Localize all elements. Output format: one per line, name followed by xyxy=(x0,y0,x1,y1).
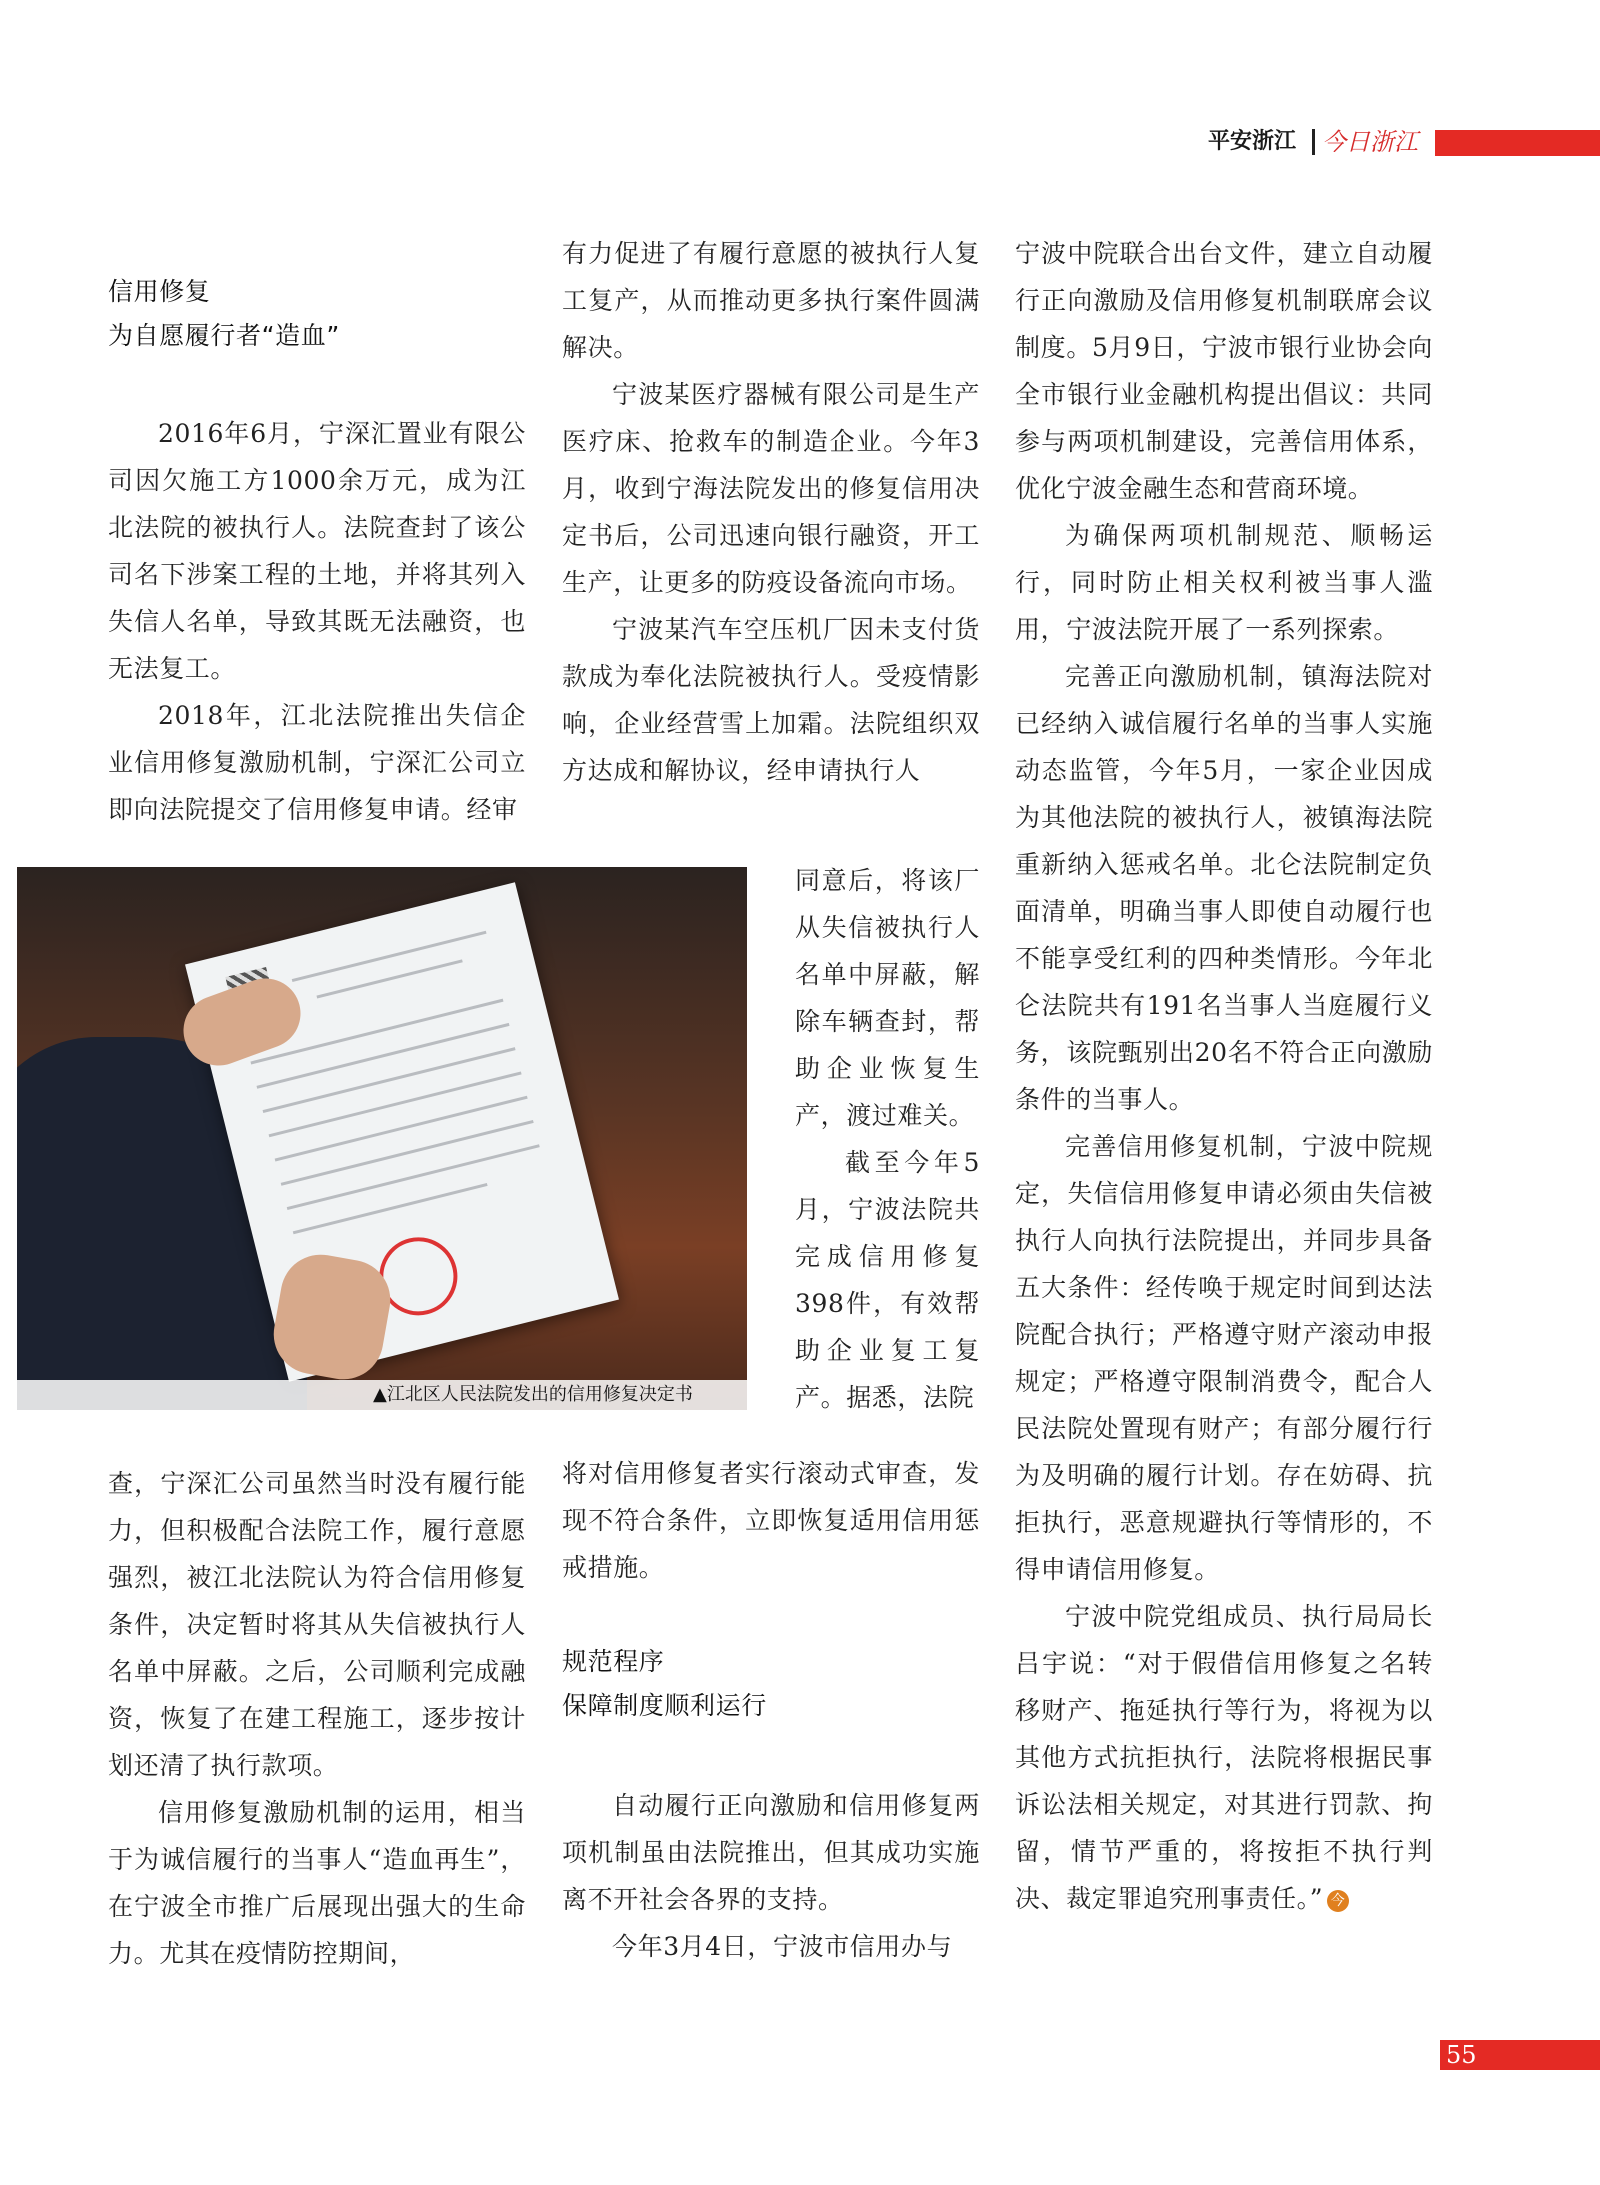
photo-caption: ▲江北区人民法院发出的信用修复决定书 xyxy=(17,1380,747,1410)
column-middle-lower xyxy=(562,1450,980,1591)
paragraph: 将对信用修复者实行滚动式审查，发现不符合条件，立即恢复适用信用惩戒措施。 xyxy=(562,1459,980,1582)
quote-text: 宁波中院党组成员、执行局局长吕宇说：“对于假借信用修复之名转移财产、拖延执行等行为，将视为以其他方式抗拒执行，法院将根据民事诉讼法相关规定，对其进行罚款、拘留，情节严重的，将按拒不执行判决、裁定罪追究刑事责任。” xyxy=(1015,1602,1433,1913)
column-middle-upper xyxy=(562,230,980,794)
section-label: 平安浙江 xyxy=(1208,129,1297,154)
paragraph: 宁波某医疗器械有限公司是生产医疗床、抢救车的制造企业。今年3月，收到宁海法院发出的修复信用决定书后，公司迅速向银行融资，开工生产，让更多的防疫设备流向市场。 xyxy=(562,380,980,597)
article-photo xyxy=(17,867,747,1410)
paragraph: 完善正向激励机制，镇海法院对已经纳入诚信履行名单的当事人实施动态监管，今年5月，一家企业因成为其他法院的被执行人，被镇海法院重新纳入惩戒名单。北仑法院制定负面清单，明确当事人即使自动履行也不能享受红利的四种类情形。今年北仑法院共有191名当事人当庭履行义务，该院甄别出20名不符合正向激励条件的当事人。 xyxy=(1015,662,1433,1114)
paragraph: 为确保两项机制规范、顺畅运行，同时防止相关权利被当事人滥用，宁波法院开展了一系列探索。 xyxy=(1015,521,1433,644)
paragraph: 完善信用修复机制，宁波中院规定，失信信用修复申请必须由失信被执行人向执行法院提出，并同步具备五大条件：经传唤于规定时间到达法院配合执行；严格遵守财产滚动申报规定；严格遵守限制消费令，配合人民法院处置现有财产；有部分履行行为及明确的履行计划。存在妨碍、抗拒执行，恶意规避执行等情形的，不得申请信用修复。 xyxy=(1015,1132,1433,1584)
paragraph: 2018年，江北法院推出失信企业信用修复激励机制，宁深汇公司立即向法院提交了信用修复申请。经审 xyxy=(108,701,526,824)
paragraph: 宁波中院联合出台文件，建立自动履行正向激励及信用修复机制联席会议制度。5月9日，宁波市银行业协会向全市银行业金融机构提出倡议：共同参与两项机制建设，完善信用体系，优化宁波金融生态和营商环境。 xyxy=(1015,239,1433,503)
column-left-upper xyxy=(108,270,526,833)
section2-heading-line1: 规范程序 xyxy=(562,1647,665,1676)
paragraph: 今年3月4日，宁波市信用办与 xyxy=(612,1932,953,1961)
paragraph: 信用修复激励机制的运用，相当于为诚信履行的当事人“造血再生”，在宁波全市推广后展现出强大的生命力。尤其在疫情防控期间， xyxy=(108,1798,526,1968)
paragraph: 2016年6月，宁深汇置业有限公司因欠施工方1000余万元，成为江北法院的被执行人。法院查封了该公司名下涉案工程的土地，并将其列入失信人名单，导致其既无法融资，也无法复工。 xyxy=(108,419,526,683)
section1-heading-line2: 为自愿履行者“造血” xyxy=(108,321,340,350)
column-middle-narrow xyxy=(795,857,980,1421)
section1-heading-line1: 信用修复 xyxy=(108,277,211,306)
magazine-logo: 今日浙江 xyxy=(1322,128,1418,156)
page-number: 55 xyxy=(1446,2041,1477,2069)
paragraph: 查，宁深汇公司虽然当时没有履行能力，但积极配合法院工作，履行意愿强烈，被江北法院认为符合信用修复条件，决定暂时将其从失信被执行人名单中屏蔽。之后，公司顺利完成融资，恢复了在建工程施工，逐步按计划还清了执行款项。 xyxy=(108,1469,526,1780)
end-mark-icon: 今 xyxy=(1327,1890,1349,1912)
section2-heading-line2: 保障制度顺利运行 xyxy=(562,1691,767,1720)
column-right xyxy=(1015,230,1433,1922)
paragraph: 有力促进了有履行意愿的被执行人复工复产，从而推动更多执行案件圆满解决。 xyxy=(562,239,980,362)
paragraph: 宁波某汽车空压机厂因未支付货款成为奉化法院被执行人。受疫情影响，企业经营雪上加霜。法院组织双方达成和解协议，经申请执行人 xyxy=(562,615,980,785)
paragraph: 截至今年5月，宁波法院共完成信用修复398件，有效帮助企业复工复产。据悉，法院 xyxy=(795,1148,980,1412)
page-header xyxy=(1200,126,1600,158)
paragraph: 同意后，将该厂从失信被执行人名单中屏蔽，解除车辆查封，帮助企业恢复生产，渡过难关。 xyxy=(795,866,980,1130)
header-divider xyxy=(1312,129,1315,155)
column-middle-section2 xyxy=(562,1640,980,1970)
paragraph: 自动履行正向激励和信用修复两项机制虽由法院推出，但其成功实施离不开社会各界的支持。 xyxy=(562,1791,980,1914)
paragraph xyxy=(1015,1593,1433,1922)
column-left-lower xyxy=(108,1460,526,1977)
header-red-bar xyxy=(1435,130,1600,156)
